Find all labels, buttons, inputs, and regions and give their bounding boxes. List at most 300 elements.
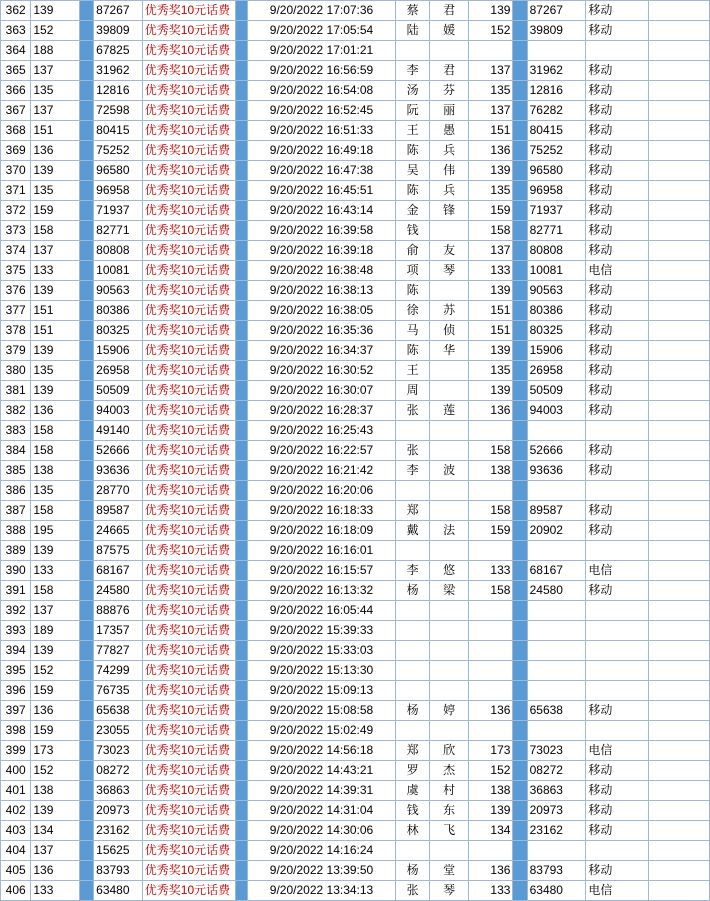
cell-empty-tail[interactable]: [649, 241, 710, 261]
cell-prefix-2[interactable]: 135: [468, 181, 513, 201]
cell-given-name[interactable]: 君: [430, 61, 468, 81]
cell-prefix-1[interactable]: 136: [31, 401, 80, 421]
cell-suffix-1[interactable]: 80415: [94, 121, 143, 141]
cell-given-name[interactable]: 东: [430, 801, 468, 821]
cell-surname[interactable]: 杨: [395, 581, 429, 601]
cell-carrier[interactable]: [586, 661, 649, 681]
cell-given-name[interactable]: 梁: [430, 581, 468, 601]
cell-carrier[interactable]: 移动: [586, 221, 649, 241]
cell-prefix-2[interactable]: 158: [468, 501, 513, 521]
cell-timestamp[interactable]: 9/20/2022 15:33:03: [248, 641, 396, 661]
cell-surname[interactable]: [395, 621, 429, 641]
row-header[interactable]: 394: [1, 641, 31, 661]
cell-suffix-1[interactable]: 12816: [94, 81, 143, 101]
cell-given-name[interactable]: 锋: [430, 201, 468, 221]
cell-suffix-1[interactable]: 15625: [94, 841, 143, 861]
cell-suffix-1[interactable]: 10081: [94, 261, 143, 281]
table-row[interactable]: [1, 421, 710, 441]
cell-given-name[interactable]: 杰: [430, 761, 468, 781]
cell-carrier[interactable]: 移动: [586, 341, 649, 361]
cell-timestamp[interactable]: 9/20/2022 16:39:58: [248, 221, 396, 241]
cell-prefix-1[interactable]: 139: [31, 1, 80, 21]
cell-suffix-2[interactable]: 63480: [527, 881, 586, 901]
table-row[interactable]: [1, 221, 710, 241]
cell-prize[interactable]: 优秀奖10元话费: [142, 321, 235, 341]
cell-empty-tail[interactable]: [649, 181, 710, 201]
table-row[interactable]: [1, 641, 710, 661]
cell-empty-tail[interactable]: [649, 461, 710, 481]
cell-prefix-2[interactable]: 134: [468, 821, 513, 841]
cell-timestamp[interactable]: 9/20/2022 16:47:38: [248, 161, 396, 181]
cell-carrier[interactable]: 移动: [586, 501, 649, 521]
table-row[interactable]: [1, 301, 710, 321]
row-header[interactable]: 397: [1, 701, 31, 721]
cell-suffix-2[interactable]: 96958: [527, 181, 586, 201]
cell-prefix-1[interactable]: 152: [31, 21, 80, 41]
cell-given-name[interactable]: 兵: [430, 181, 468, 201]
row-header[interactable]: 386: [1, 481, 31, 501]
row-header[interactable]: 387: [1, 501, 31, 521]
cell-given-name[interactable]: [430, 841, 468, 861]
cell-prize[interactable]: 优秀奖10元话费: [142, 821, 235, 841]
cell-suffix-2[interactable]: 87267: [527, 1, 586, 21]
cell-suffix-2[interactable]: [527, 621, 586, 641]
cell-prefix-2[interactable]: 137: [468, 241, 513, 261]
cell-suffix-2[interactable]: 71937: [527, 201, 586, 221]
cell-surname[interactable]: 杨: [395, 701, 429, 721]
table-row[interactable]: [1, 1, 710, 21]
table-row[interactable]: [1, 601, 710, 621]
table-row[interactable]: [1, 381, 710, 401]
cell-surname[interactable]: [395, 41, 429, 61]
cell-timestamp[interactable]: 9/20/2022 16:22:57: [248, 441, 396, 461]
cell-suffix-2[interactable]: 08272: [527, 761, 586, 781]
table-row[interactable]: [1, 681, 710, 701]
cell-suffix-1[interactable]: 28770: [94, 481, 143, 501]
cell-timestamp[interactable]: 9/20/2022 14:30:06: [248, 821, 396, 841]
cell-surname[interactable]: [395, 541, 429, 561]
cell-prefix-1[interactable]: 158: [31, 501, 80, 521]
cell-given-name[interactable]: [430, 721, 468, 741]
table-row[interactable]: [1, 141, 710, 161]
cell-surname[interactable]: 马: [395, 321, 429, 341]
cell-prize[interactable]: 优秀奖10元话费: [142, 801, 235, 821]
cell-suffix-1[interactable]: 20973: [94, 801, 143, 821]
cell-prize[interactable]: 优秀奖10元话费: [142, 841, 235, 861]
table-row[interactable]: [1, 241, 710, 261]
cell-empty-tail[interactable]: [649, 681, 710, 701]
cell-prefix-1[interactable]: 137: [31, 101, 80, 121]
cell-empty-tail[interactable]: [649, 521, 710, 541]
cell-suffix-2[interactable]: 80808: [527, 241, 586, 261]
cell-surname[interactable]: 汤: [395, 81, 429, 101]
cell-empty-tail[interactable]: [649, 701, 710, 721]
cell-prize[interactable]: 优秀奖10元话费: [142, 221, 235, 241]
row-header[interactable]: 374: [1, 241, 31, 261]
cell-surname[interactable]: 张: [395, 401, 429, 421]
row-header[interactable]: 380: [1, 361, 31, 381]
cell-prefix-1[interactable]: 137: [31, 61, 80, 81]
cell-carrier[interactable]: 电信: [586, 261, 649, 281]
cell-prefix-2[interactable]: 135: [468, 361, 513, 381]
cell-suffix-1[interactable]: 75252: [94, 141, 143, 161]
cell-prefix-1[interactable]: 158: [31, 441, 80, 461]
table-row[interactable]: [1, 201, 710, 221]
cell-prefix-1[interactable]: 151: [31, 121, 80, 141]
cell-carrier[interactable]: 移动: [586, 301, 649, 321]
cell-prefix-1[interactable]: 136: [31, 141, 80, 161]
cell-empty-tail[interactable]: [649, 381, 710, 401]
row-header[interactable]: 395: [1, 661, 31, 681]
cell-empty-tail[interactable]: [649, 81, 710, 101]
cell-surname[interactable]: 周: [395, 381, 429, 401]
cell-timestamp[interactable]: 9/20/2022 16:51:33: [248, 121, 396, 141]
cell-timestamp[interactable]: 9/20/2022 16:30:52: [248, 361, 396, 381]
row-header[interactable]: 363: [1, 21, 31, 41]
cell-prize[interactable]: 优秀奖10元话费: [142, 341, 235, 361]
row-header[interactable]: 404: [1, 841, 31, 861]
cell-prefix-1[interactable]: 195: [31, 521, 80, 541]
cell-given-name[interactable]: 友: [430, 241, 468, 261]
cell-given-name[interactable]: [430, 421, 468, 441]
cell-prize[interactable]: 优秀奖10元话费: [142, 301, 235, 321]
row-header[interactable]: 400: [1, 761, 31, 781]
cell-prefix-1[interactable]: 151: [31, 321, 80, 341]
row-header[interactable]: 398: [1, 721, 31, 741]
cell-prize[interactable]: 优秀奖10元话费: [142, 201, 235, 221]
cell-prefix-2[interactable]: 151: [468, 301, 513, 321]
table-row[interactable]: [1, 841, 710, 861]
cell-prize[interactable]: 优秀奖10元话费: [142, 781, 235, 801]
cell-prefix-1[interactable]: 135: [31, 481, 80, 501]
cell-suffix-1[interactable]: 65638: [94, 701, 143, 721]
table-row[interactable]: [1, 481, 710, 501]
cell-carrier[interactable]: 移动: [586, 161, 649, 181]
cell-prefix-2[interactable]: [468, 841, 513, 861]
cell-given-name[interactable]: 波: [430, 461, 468, 481]
table-row[interactable]: [1, 821, 710, 841]
row-header[interactable]: 399: [1, 741, 31, 761]
cell-carrier[interactable]: [586, 421, 649, 441]
row-header[interactable]: 375: [1, 261, 31, 281]
cell-surname[interactable]: 金: [395, 201, 429, 221]
cell-timestamp[interactable]: 9/20/2022 17:07:36: [248, 1, 396, 21]
cell-timestamp[interactable]: 9/20/2022 17:01:21: [248, 41, 396, 61]
cell-given-name[interactable]: 兵: [430, 141, 468, 161]
table-row[interactable]: [1, 861, 710, 881]
row-header[interactable]: 371: [1, 181, 31, 201]
cell-prefix-2[interactable]: 138: [468, 461, 513, 481]
row-header[interactable]: 402: [1, 801, 31, 821]
row-header[interactable]: 388: [1, 521, 31, 541]
cell-surname[interactable]: [395, 661, 429, 681]
cell-suffix-1[interactable]: 77827: [94, 641, 143, 661]
table-row[interactable]: [1, 321, 710, 341]
table-row[interactable]: [1, 781, 710, 801]
cell-prize[interactable]: 优秀奖10元话费: [142, 541, 235, 561]
cell-suffix-2[interactable]: 75252: [527, 141, 586, 161]
cell-timestamp[interactable]: 9/20/2022 16:20:06: [248, 481, 396, 501]
cell-carrier[interactable]: 移动: [586, 101, 649, 121]
cell-empty-tail[interactable]: [649, 321, 710, 341]
cell-prize[interactable]: 优秀奖10元话费: [142, 701, 235, 721]
cell-given-name[interactable]: 飞: [430, 821, 468, 841]
cell-prefix-2[interactable]: 136: [468, 861, 513, 881]
cell-suffix-2[interactable]: 82771: [527, 221, 586, 241]
cell-prefix-2[interactable]: 139: [468, 1, 513, 21]
cell-empty-tail[interactable]: [649, 661, 710, 681]
table-row[interactable]: [1, 281, 710, 301]
cell-prefix-2[interactable]: 152: [468, 21, 513, 41]
cell-given-name[interactable]: 君: [430, 1, 468, 21]
cell-empty-tail[interactable]: [649, 741, 710, 761]
cell-given-name[interactable]: [430, 601, 468, 621]
cell-timestamp[interactable]: 9/20/2022 16:18:09: [248, 521, 396, 541]
cell-given-name[interactable]: [430, 41, 468, 61]
cell-prefix-2[interactable]: [468, 661, 513, 681]
cell-timestamp[interactable]: 9/20/2022 16:13:32: [248, 581, 396, 601]
cell-suffix-2[interactable]: 26958: [527, 361, 586, 381]
cell-prize[interactable]: 优秀奖10元话费: [142, 421, 235, 441]
cell-suffix-2[interactable]: 90563: [527, 281, 586, 301]
cell-prize[interactable]: 优秀奖10元话费: [142, 401, 235, 421]
cell-prefix-2[interactable]: [468, 721, 513, 741]
cell-given-name[interactable]: 莲: [430, 401, 468, 421]
row-header[interactable]: 403: [1, 821, 31, 841]
cell-prefix-1[interactable]: 133: [31, 881, 80, 901]
row-header[interactable]: 383: [1, 421, 31, 441]
cell-carrier[interactable]: 移动: [586, 401, 649, 421]
table-row[interactable]: [1, 541, 710, 561]
cell-suffix-2[interactable]: [527, 721, 586, 741]
cell-prefix-2[interactable]: 139: [468, 161, 513, 181]
cell-empty-tail[interactable]: [649, 281, 710, 301]
cell-prize[interactable]: 优秀奖10元话费: [142, 601, 235, 621]
cell-surname[interactable]: 李: [395, 561, 429, 581]
table-row[interactable]: [1, 561, 710, 581]
cell-timestamp[interactable]: 9/20/2022 16:34:37: [248, 341, 396, 361]
cell-prize[interactable]: 优秀奖10元话费: [142, 641, 235, 661]
row-header[interactable]: 391: [1, 581, 31, 601]
cell-prize[interactable]: 优秀奖10元话费: [142, 141, 235, 161]
cell-empty-tail[interactable]: [649, 761, 710, 781]
cell-suffix-2[interactable]: 76282: [527, 101, 586, 121]
cell-prefix-1[interactable]: 137: [31, 601, 80, 621]
cell-surname[interactable]: 罗: [395, 761, 429, 781]
cell-suffix-1[interactable]: 89587: [94, 501, 143, 521]
cell-prize[interactable]: 优秀奖10元话费: [142, 361, 235, 381]
cell-surname[interactable]: 陈: [395, 181, 429, 201]
cell-timestamp[interactable]: 9/20/2022 16:25:43: [248, 421, 396, 441]
cell-prefix-1[interactable]: 136: [31, 701, 80, 721]
row-header[interactable]: 406: [1, 881, 31, 901]
cell-empty-tail[interactable]: [649, 441, 710, 461]
row-header[interactable]: 389: [1, 541, 31, 561]
cell-given-name[interactable]: [430, 361, 468, 381]
cell-surname[interactable]: [395, 481, 429, 501]
cell-prize[interactable]: 优秀奖10元话费: [142, 581, 235, 601]
cell-empty-tail[interactable]: [649, 721, 710, 741]
cell-timestamp[interactable]: 9/20/2022 16:56:59: [248, 61, 396, 81]
cell-prize[interactable]: 优秀奖10元话费: [142, 741, 235, 761]
cell-given-name[interactable]: 琴: [430, 881, 468, 901]
cell-prefix-2[interactable]: 158: [468, 581, 513, 601]
cell-prize[interactable]: 优秀奖10元话费: [142, 881, 235, 901]
row-header[interactable]: 385: [1, 461, 31, 481]
cell-prefix-1[interactable]: 158: [31, 581, 80, 601]
cell-given-name[interactable]: [430, 501, 468, 521]
cell-surname[interactable]: 郑: [395, 501, 429, 521]
cell-prefix-2[interactable]: 151: [468, 121, 513, 141]
cell-timestamp[interactable]: 9/20/2022 16:05:44: [248, 601, 396, 621]
cell-suffix-1[interactable]: 82771: [94, 221, 143, 241]
cell-suffix-2[interactable]: 65638: [527, 701, 586, 721]
cell-prize[interactable]: 优秀奖10元话费: [142, 681, 235, 701]
cell-suffix-1[interactable]: 87267: [94, 1, 143, 21]
cell-given-name[interactable]: [430, 621, 468, 641]
cell-prize[interactable]: 优秀奖10元话费: [142, 501, 235, 521]
cell-prize[interactable]: 优秀奖10元话费: [142, 561, 235, 581]
cell-given-name[interactable]: 法: [430, 521, 468, 541]
cell-prefix-1[interactable]: 159: [31, 681, 80, 701]
cell-suffix-1[interactable]: 50509: [94, 381, 143, 401]
cell-timestamp[interactable]: 9/20/2022 16:30:07: [248, 381, 396, 401]
cell-suffix-2[interactable]: 94003: [527, 401, 586, 421]
cell-prefix-2[interactable]: [468, 41, 513, 61]
cell-carrier[interactable]: [586, 841, 649, 861]
table-row[interactable]: [1, 761, 710, 781]
cell-prefix-2[interactable]: 159: [468, 521, 513, 541]
cell-prefix-1[interactable]: 139: [31, 641, 80, 661]
table-row[interactable]: [1, 101, 710, 121]
cell-surname[interactable]: 陈: [395, 281, 429, 301]
table-row[interactable]: [1, 701, 710, 721]
row-header[interactable]: 367: [1, 101, 31, 121]
cell-suffix-2[interactable]: 52666: [527, 441, 586, 461]
table-row[interactable]: [1, 741, 710, 761]
cell-carrier[interactable]: 移动: [586, 321, 649, 341]
cell-carrier[interactable]: 移动: [586, 1, 649, 21]
cell-surname[interactable]: 林: [395, 821, 429, 841]
cell-timestamp[interactable]: 9/20/2022 14:31:04: [248, 801, 396, 821]
cell-given-name[interactable]: [430, 641, 468, 661]
cell-prefix-2[interactable]: 159: [468, 201, 513, 221]
cell-prefix-1[interactable]: 139: [31, 341, 80, 361]
cell-suffix-2[interactable]: [527, 681, 586, 701]
cell-prefix-2[interactable]: 136: [468, 141, 513, 161]
cell-surname[interactable]: 陈: [395, 341, 429, 361]
cell-empty-tail[interactable]: [649, 541, 710, 561]
cell-suffix-2[interactable]: 68167: [527, 561, 586, 581]
cell-empty-tail[interactable]: [649, 1, 710, 21]
cell-surname[interactable]: 李: [395, 61, 429, 81]
cell-given-name[interactable]: 愚: [430, 121, 468, 141]
cell-prefix-2[interactable]: 133: [468, 881, 513, 901]
cell-prize[interactable]: 优秀奖10元话费: [142, 261, 235, 281]
cell-empty-tail[interactable]: [649, 21, 710, 41]
cell-given-name[interactable]: 婷: [430, 701, 468, 721]
cell-suffix-2[interactable]: 73023: [527, 741, 586, 761]
cell-carrier[interactable]: [586, 721, 649, 741]
table-row[interactable]: [1, 401, 710, 421]
cell-timestamp[interactable]: 9/20/2022 14:16:24: [248, 841, 396, 861]
cell-carrier[interactable]: 电信: [586, 741, 649, 761]
cell-prefix-1[interactable]: 137: [31, 241, 80, 261]
cell-carrier[interactable]: 移动: [586, 141, 649, 161]
cell-surname[interactable]: [395, 721, 429, 741]
cell-prefix-1[interactable]: 139: [31, 541, 80, 561]
table-row[interactable]: [1, 621, 710, 641]
cell-carrier[interactable]: 移动: [586, 581, 649, 601]
cell-suffix-2[interactable]: 83793: [527, 861, 586, 881]
cell-timestamp[interactable]: 9/20/2022 15:09:13: [248, 681, 396, 701]
cell-carrier[interactable]: 移动: [586, 821, 649, 841]
table-row[interactable]: [1, 41, 710, 61]
cell-carrier[interactable]: 移动: [586, 861, 649, 881]
cell-empty-tail[interactable]: [649, 481, 710, 501]
cell-prefix-2[interactable]: [468, 641, 513, 661]
cell-suffix-2[interactable]: 12816: [527, 81, 586, 101]
cell-carrier[interactable]: 移动: [586, 521, 649, 541]
cell-timestamp[interactable]: 9/20/2022 14:56:18: [248, 741, 396, 761]
cell-surname[interactable]: 钱: [395, 801, 429, 821]
cell-carrier[interactable]: [586, 621, 649, 641]
cell-carrier[interactable]: 移动: [586, 441, 649, 461]
cell-suffix-2[interactable]: 24580: [527, 581, 586, 601]
cell-suffix-2[interactable]: [527, 481, 586, 501]
row-header[interactable]: 370: [1, 161, 31, 181]
cell-timestamp[interactable]: 9/20/2022 15:02:49: [248, 721, 396, 741]
cell-carrier[interactable]: [586, 681, 649, 701]
cell-prefix-1[interactable]: 137: [31, 841, 80, 861]
row-header[interactable]: 365: [1, 61, 31, 81]
cell-prefix-2[interactable]: 139: [468, 341, 513, 361]
cell-suffix-1[interactable]: 80808: [94, 241, 143, 261]
cell-prefix-1[interactable]: 152: [31, 761, 80, 781]
cell-prefix-2[interactable]: [468, 421, 513, 441]
cell-empty-tail[interactable]: [649, 101, 710, 121]
cell-prefix-2[interactable]: 152: [468, 761, 513, 781]
cell-suffix-1[interactable]: 24665: [94, 521, 143, 541]
cell-carrier[interactable]: 移动: [586, 121, 649, 141]
cell-carrier[interactable]: 移动: [586, 281, 649, 301]
cell-prefix-2[interactable]: 173: [468, 741, 513, 761]
cell-empty-tail[interactable]: [649, 141, 710, 161]
cell-suffix-2[interactable]: [527, 641, 586, 661]
row-header[interactable]: 381: [1, 381, 31, 401]
cell-given-name[interactable]: [430, 441, 468, 461]
cell-given-name[interactable]: 丽: [430, 101, 468, 121]
cell-surname[interactable]: 吴: [395, 161, 429, 181]
cell-prefix-2[interactable]: 138: [468, 781, 513, 801]
cell-surname[interactable]: 陆: [395, 21, 429, 41]
cell-suffix-2[interactable]: 93636: [527, 461, 586, 481]
cell-carrier[interactable]: [586, 541, 649, 561]
cell-prize[interactable]: 优秀奖10元话费: [142, 41, 235, 61]
cell-timestamp[interactable]: 9/20/2022 16:39:18: [248, 241, 396, 261]
cell-suffix-2[interactable]: 39809: [527, 21, 586, 41]
cell-suffix-1[interactable]: 36863: [94, 781, 143, 801]
cell-prefix-2[interactable]: [468, 601, 513, 621]
table-row[interactable]: [1, 501, 710, 521]
cell-carrier[interactable]: 移动: [586, 761, 649, 781]
row-header[interactable]: 378: [1, 321, 31, 341]
row-header[interactable]: 373: [1, 221, 31, 241]
cell-suffix-1[interactable]: 15906: [94, 341, 143, 361]
cell-given-name[interactable]: 伟: [430, 161, 468, 181]
cell-prefix-2[interactable]: 137: [468, 101, 513, 121]
cell-prefix-2[interactable]: 158: [468, 441, 513, 461]
